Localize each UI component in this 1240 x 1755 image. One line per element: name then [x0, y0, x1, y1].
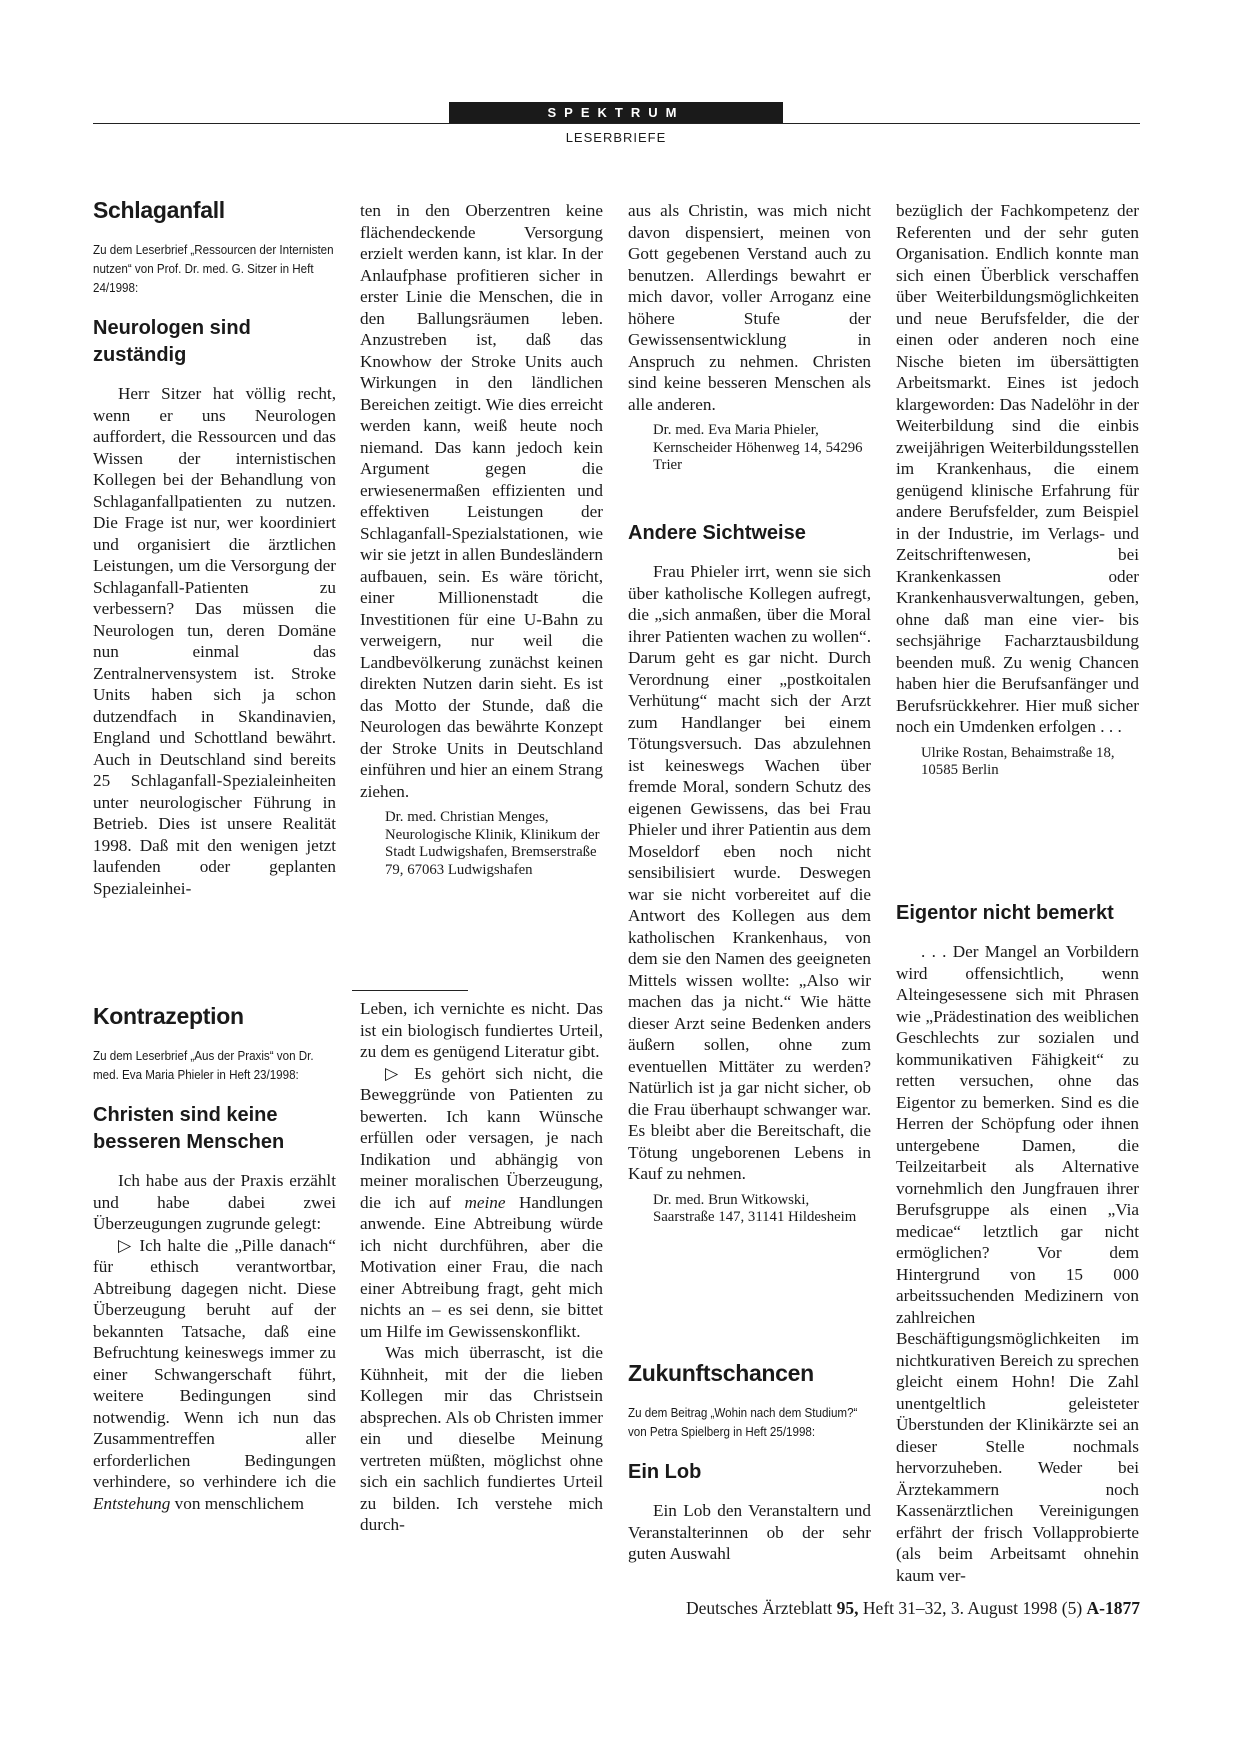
- letter-text: ▷ Es gehört sich nicht, die Beweggründe von Patienten zu bewerten. Ich kann Wünsche erfüllen oder versagen, je nach Indikation und abhängig von meiner moralischen Überzeugung, die ich auf: [360, 1063, 603, 1212]
- volume-number: 95,: [836, 1598, 859, 1618]
- section-bar: SPEKTRUM: [449, 102, 783, 124]
- letter-body: Herr Sitzer hat völlig recht, wenn er uns Neurologen auffordert, die Ressourcen und das Wissen der internistischen Kollegen bei der Behandlung von Schlaganfallpatienten zu nutzen. Die Frage ist nur, wer koordiniert und organisiert die ärztlichen Leistungen, um die Versorgung der Schlaganfall-Patienten zu verbessern? Das müssen die Neurologen tun, deren Domäne nun einmal das Zentralnervensystem ist. Stroke Units haben sich ja schon dutzendfach in Skandinavien, England und Schottland bewährt. Auch in Deutschland sind bereits 25 Schlaganfall-Spezialeinheiten unter neurologischer Führung in Betrieb. Dies ist unsere Realität 1998. Daß mit den wenigen jetzt laufenden oder geplanten Spezialeinhei-: [93, 384, 336, 898]
- column-1-lower: [93, 1003, 336, 1514]
- letter-body: Ich habe aus der Praxis erzählt und habe dabei zwei Überzeugungen zugrunde gelegt:: [93, 1171, 336, 1233]
- signature: Dr. med. Brun Witkowski, Saarstraße 147, 31141 Hildesheim: [653, 1191, 857, 1225]
- letter-text: von menschlichem: [174, 1493, 304, 1513]
- letter-body: Frau Phieler irrt, wenn sie sich über katholische Kollegen aufregt, die „sich anmaßen, über die Moral ihrer Patienten wachen zu wollen“. Darum geht es gar nicht. Durch Verordnung einer „postkoitalen Verhütung“ macht sich der Arzt zum Handlanger bei einem Tötungsversuch. Das abzulehnen ist keineswegs Wachen über fremde Moral, sondern Schutz des eigenen Gewissens, das bei Frau Phieler und ihrer Patientin aus dem Moseldorf eben noch nicht sensibilisiert wurde. Deswegen war sie nicht vorbereitet auf die Antwort des Kollegen aus dem katholischen Krankenhaus, von dem sie den Namen des geeigneten Mittels wissen wollte: „Also wir machen das ja nicht.“ Wie hätte dieser Arzt seine Bedenken anders äußern sollen, ohne zum eventuellen Mittäter zu werden? Natürlich ist ja gar nicht sicher, ob die Frau überhaupt schwanger war. Es bleibt aber die Bereitschaft, die Tötung ungeborenen Lebens in Kauf zu nehmen.: [628, 562, 871, 1183]
- signature: Dr. med. Christian Menges, Neurologische Klinik, Klinikum der Stadt Ludwigshafen, Bremserstraße 79, 67063 Ludwigshafen: [385, 809, 600, 878]
- article-title-kontrazeption: Kontrazeption: [93, 1003, 244, 1029]
- letter-heading-neurologen: Neurologen sind zuständig: [93, 317, 251, 366]
- column-2: [360, 200, 603, 879]
- column-2-lower: [360, 998, 603, 1536]
- letter-body: aus als Christin, was mich nicht davon dispensiert, meinen von Gott gegebenen Verstand auch zu benutzen. Allerdings bewahrt er mich davor, voller Arroganz eine höhere Stufe der Gewissensentwicklung in Anspruch zu nehmen. Christen sind keine besseren Menschen als alle anderen.: [628, 201, 871, 414]
- letter-heading-lob: Ein Lob: [628, 1461, 702, 1483]
- column-4-lower: [896, 900, 1139, 1586]
- column-3-mid: [628, 520, 871, 1227]
- letter-heading-christen: Christen sind keine besseren Menschen: [93, 1104, 285, 1153]
- letter-body: [360, 1063, 603, 1343]
- article-reference: Zu dem Leserbrief „Ressourcen der Internisten nutzen“ von Prof. Dr. med. G. Sitzer in Heft 24/1998:: [93, 242, 334, 295]
- header-rule: [93, 123, 1140, 124]
- letter-body: bezüglich der Fachkompetenz der Referenten und der sehr guten Organisation. Endlich konnte man sich einen Überblick verschaffen über Weiterbildungsmöglichkeiten und neue Berufsfelder, die der einen oder anderen noch eine Nische bieten im übersättigten Arbeitsmarkt. Eines ist jedoch klargeworden: Das Nadelöhr in der Weiterbildung sind die einbis zweijährigen Weiterbildungsstellen im Krankenhaus, die einem genügend klinische Erfahrung für andere Berufsfelder, zum Beispiel in der Industrie, im Verlags- und Zeitschriftenwesen, bei Krankenkassen oder Krankenhausverwaltungen, geben, ohne daß man eine vier- bis sechsjährige Facharztausbildung beenden muß. Zu wenig Chancen haben hier die Berufsanfänger und Berufsrückkehrer. Hier muß sicher noch ein Umdenken erfolgen . . .: [896, 201, 1139, 736]
- column-1: [93, 197, 336, 899]
- article-reference: Zu dem Beitrag „Wohin nach dem Studium?“ von Petra Spielberg in Heft 25/1998:: [628, 1405, 858, 1439]
- letter-body: Was mich überrascht, ist die Kühnheit, mit der die lieben Kollegen mir das Christsein absprechen. Als ob Christen immer ein und dieselbe Meinung vertreten müßten, möglichst ohne sich ein sachlich fundiertes Urteil zu bilden. Ich verstehe mich durch-: [360, 1343, 603, 1534]
- article-title-schlaganfall: Schlaganfall: [93, 197, 225, 223]
- emphasis-text: Entstehung: [93, 1493, 171, 1513]
- article-reference: Zu dem Leserbrief „Aus der Praxis“ von Dr. med. Eva Maria Phieler in Heft 23/1998:: [93, 1048, 314, 1082]
- letter-body: . . . Der Mangel an Vorbildern wird offensichtlich, wenn Alteingesessene sich mit Phrasen wie „Prädestination des weiblichen Geschlechts zur sozialen und kommunikativen Fähigkeit“ zu retten versuchen, ohne das Eigentor zu bemerken. Sind es die Herren der Schöpfung oder ihnen untergebene Damen, die Teilzeitarbeit als Alternative vornehmlich den Jungfrauen ihrer Berufsgruppe als einen „Via medicae“ letztlich gar nicht ermöglichen? Vor dem Hintergrund von 15 000 arbeitssuchenden Medizinern von zahlreichen Beschäftigungsmöglichkeiten im nichtkurativen Bereich zu sprechen gleicht einem Hohn! Die Zahl unentgeltlich geleisteter Überstunden der Klinikärzte sei an dieser Stelle nochmals hervorzuheben. Weder bei Ärztekammern noch Kassenärztlichen Vereinigungen erfährt der frisch Vollapprobierte (als beim Arbeitsamt ohnehin kaum ver-: [896, 942, 1139, 1585]
- page-number: A-1877: [1086, 1598, 1140, 1618]
- letter-heading-eigentor: Eigentor nicht bemerkt: [896, 902, 1114, 924]
- column-3: [628, 200, 871, 475]
- signature: Ulrike Rostan, Behaimstraße 18, 10585 Berlin: [921, 744, 1115, 778]
- column-3-lower: [628, 1360, 871, 1565]
- issue-info: Heft 31–32, 3. August 1998 (5): [862, 1598, 1083, 1618]
- separator-rule: [352, 990, 468, 991]
- letter-body: Leben, ich vernichte es nicht. Das ist ein biologisch fundiertes Urteil, zu dem es genügend Literatur gibt.: [360, 999, 603, 1061]
- letter-body: ten in den Oberzentren keine flächendeckende Versorgung erzielt werden kann, ist klar. In der Anlaufphase profitieren sicher in erster Linie die Menschen, die in den Ballungsräumen leben. Anzustreben ist, daß das Knowhow der Stroke Units auch Wirkungen in den ländlichen Bereichen zeitigt. Wie dies erreicht werden kann, weiß heute noch niemand. Das kann jedoch kein Argument gegen die erwiesenermaßen effizienten und effektiven Leistungen der Schlaganfall-Spezialstationen, wie wir sie jetzt in allen Bundesländern aufbauen, sein. Es wäre töricht, einer Millionenstadt die Investitionen für eine U-Bahn zu verweigern, nur weil die Landbevölkerung zunächst keinen direkten Nutzen darin sieht. Es ist das Motto der Stunde, daß die Neurologen das bewährte Konzept der Stroke Units in Deutschland einführen und hier an einem Strang ziehen.: [360, 201, 603, 801]
- article-title-zukunftschancen: Zukunftschancen: [628, 1360, 814, 1386]
- letter-heading-andere: Andere Sichtweise: [628, 522, 806, 544]
- emphasis-text: meine: [464, 1192, 506, 1212]
- letter-text: Handlungen anwende. Eine Abtreibung würde ich nicht durchführen, aber die Motivation einer Frau, die nach einer Abtreibung fragt, geht mich nichts an – es sei denn, sie bittet um Hilfe im Gewissenskonflikt.: [360, 1192, 603, 1341]
- letter-body: [93, 1235, 336, 1515]
- subsection-label: LESERBRIEFE: [565, 130, 667, 145]
- signature: Dr. med. Eva Maria Phieler, Kernscheider Höhenweg 14, 54296 Trier: [653, 422, 863, 473]
- journal-name: Deutsches Ärzteblatt: [686, 1598, 833, 1618]
- letter-body: Ein Lob den Veranstaltern und Veranstalterinnen ob der sehr guten Auswahl: [628, 1501, 871, 1563]
- column-4: [896, 200, 1139, 780]
- page-footer: [686, 1598, 1140, 1619]
- letter-text: ▷ Ich halte die „Pille danach“ für ethisch verantwortbar, Abtreibung dagegen nicht. Diese Überzeugung beruht auf der bekannten Tatsache, daß eine Befruchtung keineswegs immer zu einer Schwangerschaft führt, weitere Bedingungen sind notwendig. Wenn ich nun das Zusammentreffen aller erforderlichen Bedingungen verhindere, so verhindere ich die: [93, 1235, 336, 1491]
